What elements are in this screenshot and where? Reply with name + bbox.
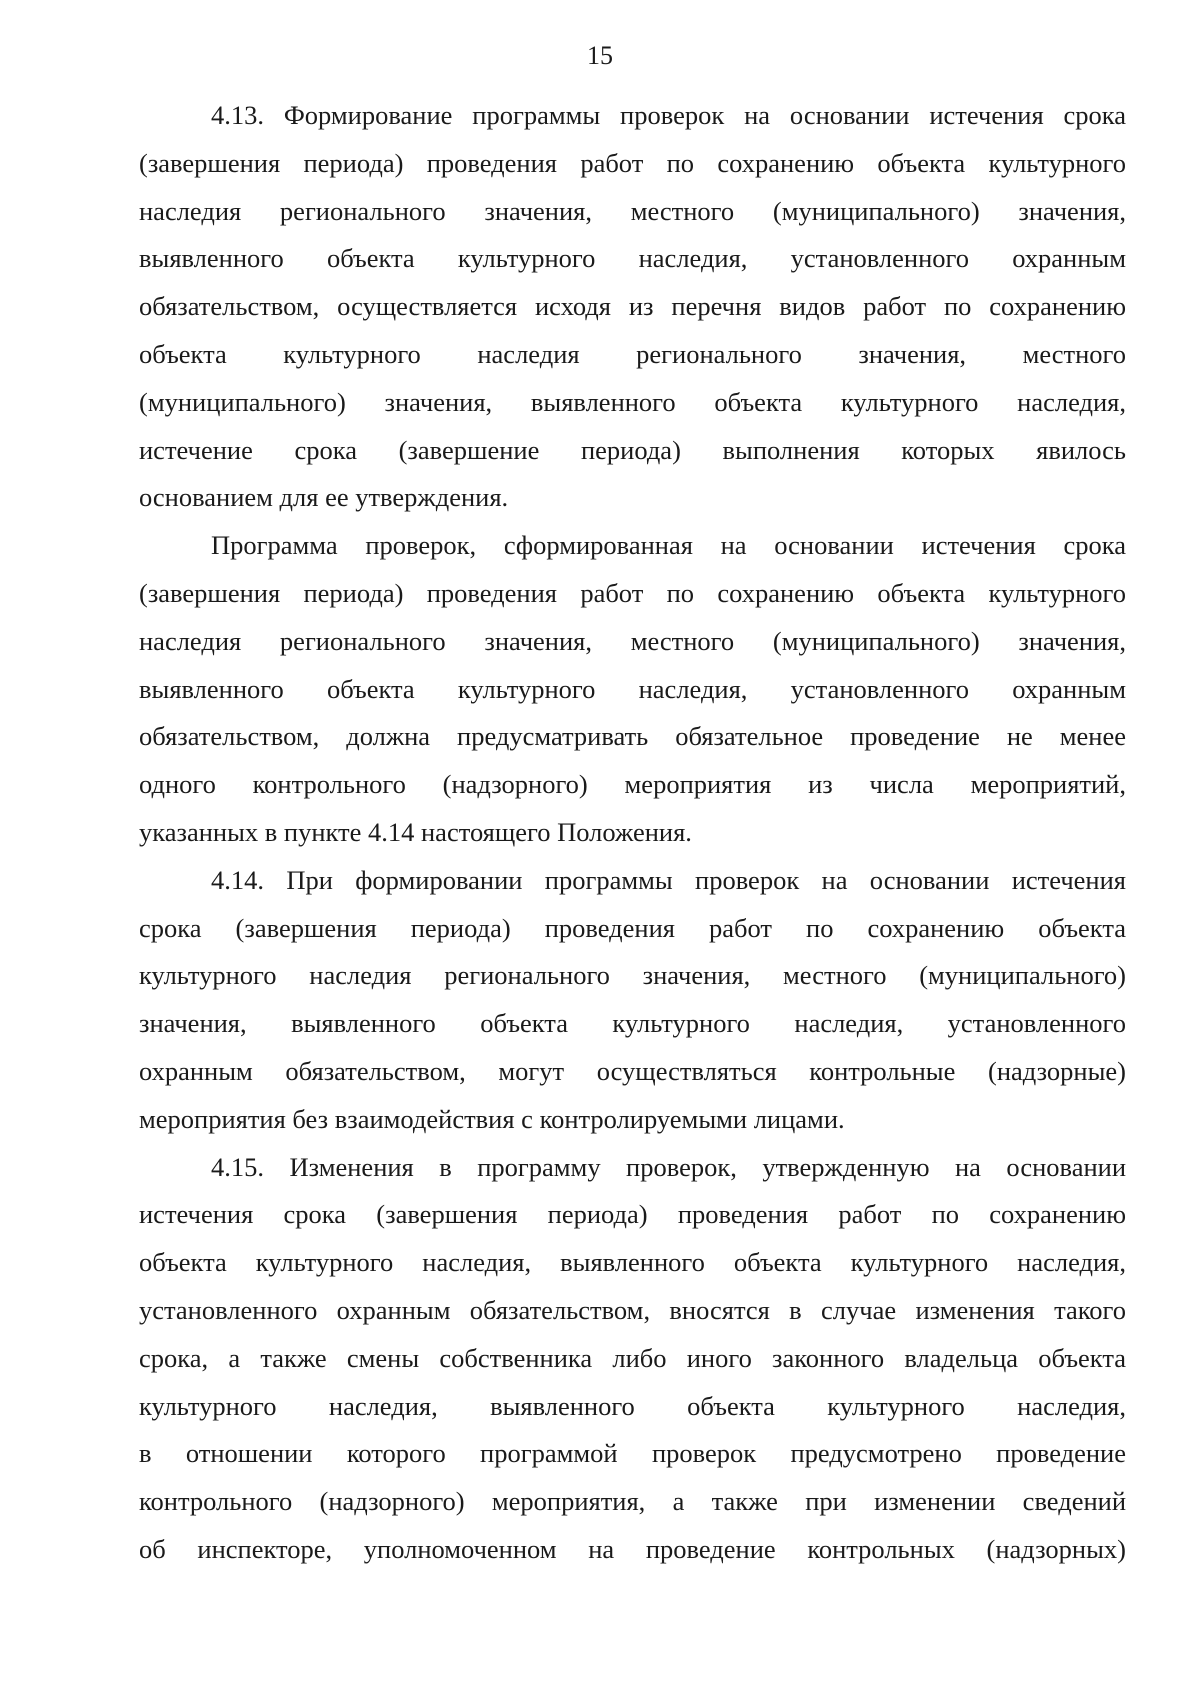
text-line: охранным обязательством, могут осуществляться контрольные (надзорные) — [139, 1055, 1126, 1086]
text-line: 4.13. Формирование программы проверок на основании истечения срока — [211, 100, 1126, 130]
text-line: истечение срока (завершение периода) выполнения которых явилось — [139, 434, 1126, 465]
text-line: объекта культурного наследия, выявленного объекта культурного наследия, — [139, 1247, 1126, 1278]
text-line: об инспекторе, уполномоченном на проведение контрольных (надзорных) — [139, 1533, 1126, 1564]
text-line: 4.15. Изменения в программу проверок, утвержденную на основании — [211, 1151, 1126, 1182]
paragraph-4-15 — [139, 1144, 1126, 1574]
text-line: (завершения периода) проведения работ по сохранению объекта культурного — [139, 577, 1126, 608]
text-line: (муниципального) значения, выявленного объекта культурного наследия, — [139, 386, 1126, 417]
text-line: истечения срока (завершения периода) проведения работ по сохранению — [139, 1199, 1126, 1230]
text-line: культурного наследия, выявленного объекта культурного наследия, — [139, 1390, 1126, 1421]
text-line: Программа проверок, сформированная на основании истечения срока — [211, 530, 1126, 561]
paragraph-program-requirements — [139, 522, 1126, 857]
text-line: одного контрольного (надзорного) мероприятия из числа мероприятий, — [139, 769, 1126, 800]
text-line: срока (завершения периода) проведения работ по сохранению объекта — [139, 912, 1126, 943]
paragraph-4-13 — [139, 92, 1126, 522]
text-line: объекта культурного наследия регионального значения, местного — [139, 338, 1126, 369]
text-line: значения, выявленного объекта культурного наследия, установленного — [139, 1008, 1126, 1039]
text-line: установленного охранным обязательством, вносятся в случае изменения такого — [139, 1294, 1126, 1325]
text-line: основанием для ее утверждения. — [139, 482, 509, 513]
text-line: мероприятия без взаимодействия с контролируемыми лицами. — [139, 1103, 845, 1134]
text-line: (завершения периода) проведения работ по сохранению объекта культурного — [139, 147, 1126, 178]
text-line: наследия регионального значения, местного (муниципального) значения, — [139, 625, 1126, 656]
page-number: 15 — [587, 41, 613, 70]
text-line: обязательством, должна предусматривать обязательное проведение не менее — [139, 721, 1126, 752]
text-line: наследия регионального значения, местного (муниципального) значения, — [139, 195, 1126, 226]
text-line: в отношении которого программой проверок предусмотрено проведение — [139, 1438, 1126, 1469]
text-line: срока, а также смены собственника либо иного законного владельца объекта — [139, 1342, 1126, 1373]
document-body — [139, 92, 1126, 1574]
text-line: указанных в пункте 4.14 настоящего Положения. — [139, 816, 692, 847]
text-line: 4.14. При формировании программы проверок на основании истечения — [211, 864, 1126, 895]
paragraph-4-14 — [139, 857, 1126, 1144]
text-line: выявленного объекта культурного наследия, установленного охранным — [139, 673, 1126, 704]
text-line: культурного наследия регионального значения, местного (муниципального) — [139, 960, 1126, 991]
text-line: контрольного (надзорного) мероприятия, а также при изменении сведений — [139, 1486, 1126, 1517]
text-line: обязательством, осуществляется исходя из перечня видов работ по сохранению — [139, 291, 1126, 322]
text-line: выявленного объекта культурного наследия, установленного охранным — [139, 243, 1126, 274]
